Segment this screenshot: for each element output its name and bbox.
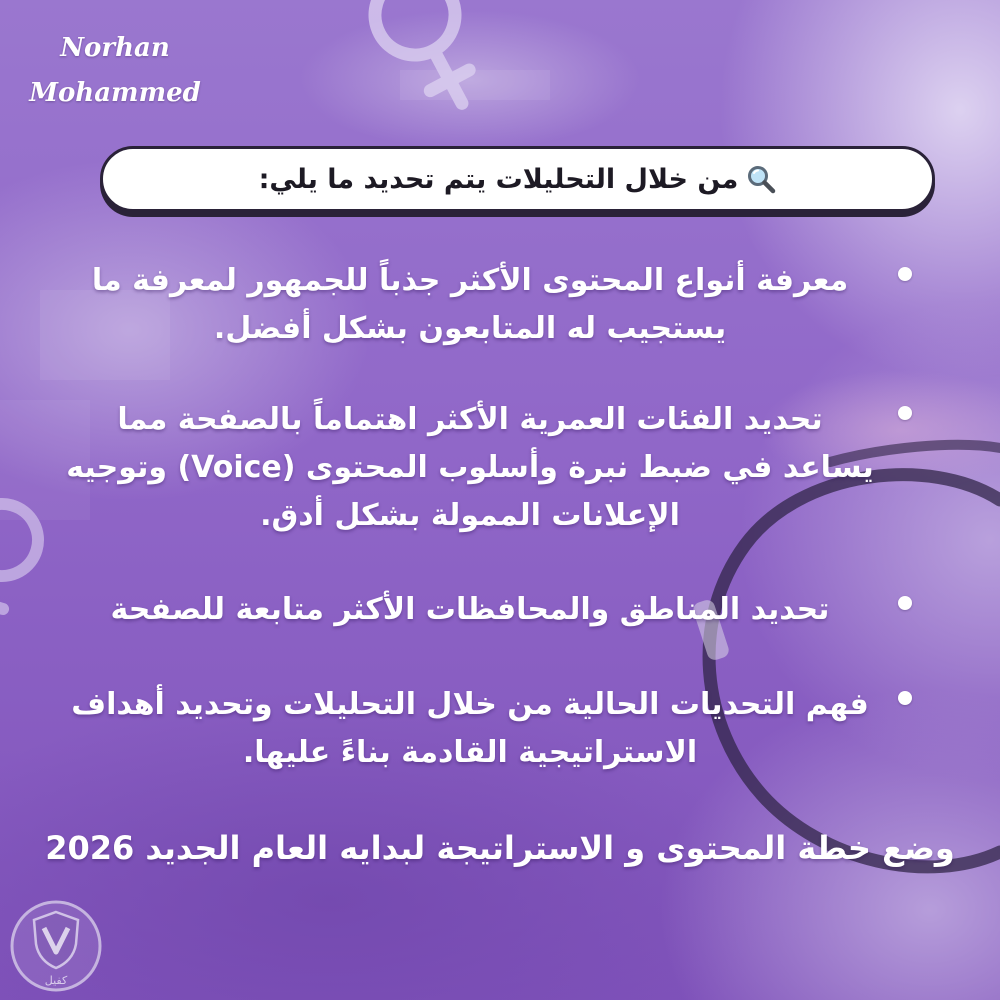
bullet-dot (898, 406, 912, 420)
bullet-line (58, 305, 882, 353)
logo-text: كفيل (44, 974, 68, 987)
bullet-dot (898, 267, 912, 281)
bullet-line (58, 586, 882, 634)
author-first-name: Norhan (60, 33, 170, 63)
list-item (0, 681, 1000, 777)
bullet-text: فهم التحديات الحالية من خلال التحليلات وتحديد أهداف (71, 687, 869, 722)
header-text: من خلال التحليلات يتم تحديد ما يلي: (258, 163, 739, 195)
closing-statement (40, 824, 960, 872)
bullet-line (58, 257, 882, 305)
list-item (0, 396, 1000, 540)
bullet-dot (898, 596, 912, 610)
shield-v-logo-icon (8, 898, 104, 994)
author-last-name: Mohammed (29, 78, 201, 108)
list-item (0, 586, 1000, 634)
bullet-text: الإعلانات الممولة بشكل أدق. (260, 498, 680, 533)
closing-text: وضع خطة المحتوى و الاستراتيجة لبدايه العام الجديد 2026 (45, 829, 955, 867)
bullet-text: يستجيب له المتابعون بشكل أفضل. (213, 311, 727, 346)
bullet-dot (898, 691, 912, 705)
list-item (0, 257, 1000, 353)
bullet-line (58, 681, 882, 729)
bullet-line (58, 444, 882, 492)
bullet-line (58, 492, 882, 540)
bullet-line (58, 396, 882, 444)
bullet-text: يساعد في ضبط نبرة وأسلوب المحتوى (Voice) وتوجيه (66, 450, 874, 485)
bullet-text: معرفة أنواع المحتوى الأكثر جذباً للجمهور لمعرفة ما (91, 263, 849, 298)
bullet-text: تحديد المناطق والمحافظات الأكثر متابعة للصفحة (110, 592, 830, 627)
bullet-line (58, 729, 882, 777)
bullet-text: الاستراتيجية القادمة بناءً عليها. (242, 735, 698, 770)
brand-logo (8, 898, 104, 994)
bullet-text: تحديد الفئات العمرية الأكثر اهتماماً بالصفحة مما (117, 402, 823, 437)
